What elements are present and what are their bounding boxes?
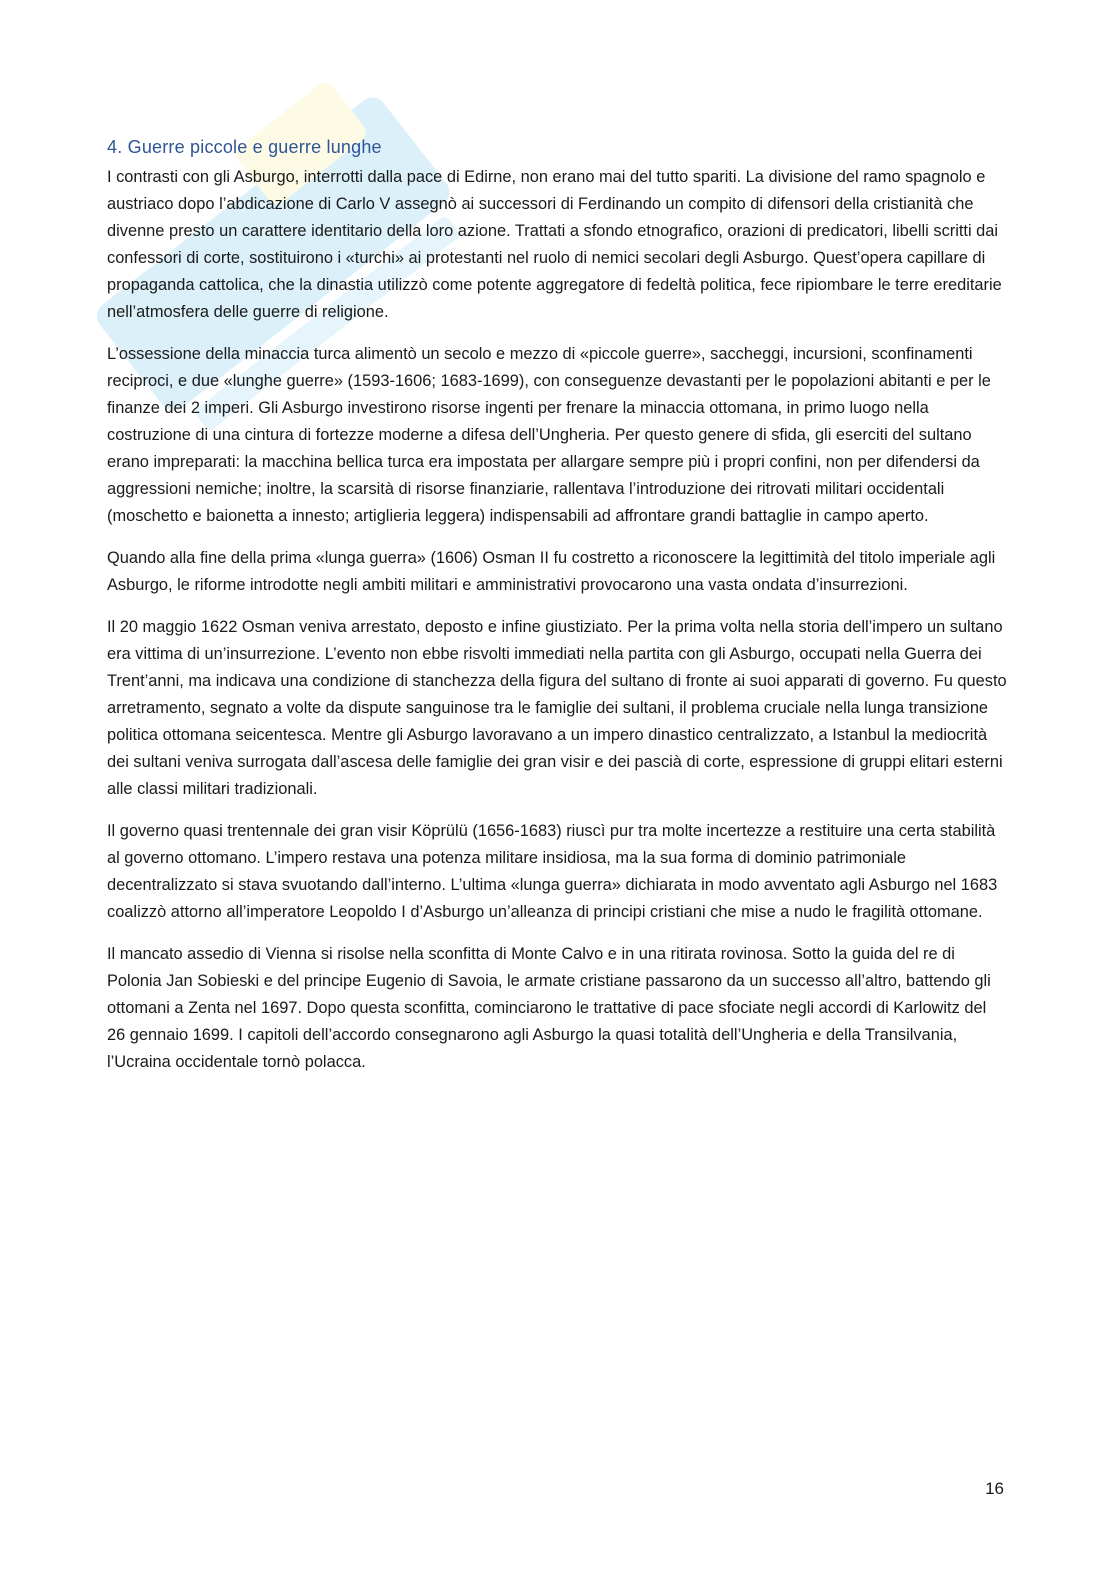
page-content bbox=[107, 136, 1007, 1091]
page-number: 16 bbox=[985, 1479, 1004, 1498]
section-heading: 4. Guerre piccole e guerre lunghe bbox=[107, 137, 382, 157]
paragraph-1: I contrasti con gli Asburgo, interrotti dalla pace di Edirne, non erano mai del tutto spariti. La divisione del ramo spagnolo e austriaco dopo l’abdicazione di Carlo V assegnò ai successori di Ferdinando un compito di difensori della cristianità che divenne presto un carattere identitario della loro azione. Trattati a sfondo etnografico, orazioni di predicatori, libelli scritti dai confessori di corte, sostituirono i «turchi» ai protestanti nel ruolo di nemici secolari degli Asburgo. Quest’opera capillare di propaganda cattolica, che la dinastia utilizzò come potente aggregatore di fedeltà politica, fece ripiombare le terre ereditarie nell’atmosfera delle guerre di religione. bbox=[107, 168, 1002, 321]
paragraph-6: Il mancato assedio di Vienna si risolse nella sconfitta di Monte Calvo e in una ritirata rovinosa. Sotto la guida del re di Polonia Jan Sobieski e del principe Eugenio di Savoia, le armate cristiane passarono da un successo all’altro, battendo gli ottomani a Zenta nel 1697. Dopo questa sconfitta, cominciarono le trattative di pace sfociate negli accordi di Karlowitz del 26 gennaio 1699. I capitoli dell’accordo consegnarono agli Asburgo la quasi totalità dell’Ungheria e della Transilvania, l’Ucraina occidentale tornò polacca. bbox=[107, 945, 991, 1071]
paragraph-3: Quando alla fine della prima «lunga guerra» (1606) Osman II fu costretto a riconoscere la legittimità del titolo imperiale agli Asburgo, le riforme introdotte negli ambiti militari e amministrativi provocarono una vasta ondata d’insurrezioni. bbox=[107, 549, 996, 594]
paragraph-2: L’ossessione della minaccia turca alimentò un secolo e mezzo di «piccole guerre», saccheggi, incursioni, sconfinamenti reciproci, e due «lunghe guerre» (1593-1606; 1683-1699), con conseguenze devastanti per le popolazioni abitanti e per le finanze dei 2 imperi. Gli Asburgo investirono risorse ingenti per frenare la minaccia ottomana, in primo luogo nella costruzione di una cintura di fortezze moderne a difesa dell’Ungheria. Per questo genere di sfida, gli eserciti del sultano erano impreparati: la macchina bellica turca era impostata per allargare sempre più i propri confini, non per difendersi da aggressioni nemiche; inoltre, la scarsità di risorse finanziarie, rallentava l’introduzione dei ritrovati militari occidentali (moschetto e baionetta a innesto; artiglieria leggera) indispensabili ad affrontare grandi battaglie in campo aperto. bbox=[107, 345, 991, 525]
paragraph-5: Il governo quasi trentennale dei gran visir Köprülü (1656-1683) riuscì pur tra molte incertezze a restituire una certa stabilità al governo ottomano. L’impero restava una potenza militare insidiosa, ma la sua forma di dominio patrimoniale decentralizzato si stava svuotando dall’interno. L’ultima «lunga guerra» dichiarata in modo avventato agli Asburgo nel 1683 coalizzò attorno all’imperatore Leopoldo I d’Asburgo un’alleanza di principi cristiani che mise a nudo le fragilità ottomane. bbox=[107, 822, 998, 921]
paragraph-4: Il 20 maggio 1622 Osman veniva arrestato, deposto e infine giustiziato. Per la prima volta nella storia dell’impero un sultano era vittima di un’insurrezione. L’evento non ebbe risvolti immediati nella partita con gli Asburgo, occupati nella Guerra dei Trent’anni, ma indicava una condizione di stanchezza della figura del sultano di fronte ai suoi apparati di governo. Fu questo arretramento, segnato a volte da dispute sanguinose tra le famiglie dei sultani, il problema cruciale nella lunga transizione politica ottomana seicentesca. Mentre gli Asburgo lavoravano a un impero dinastico centralizzato, a Istanbul la mediocrità dei sultani veniva surrogata dall’ascesa delle famiglie dei gran visir e dei pascià di corte, espressione di gruppi elitari esterni alle classi militari tradizionali. bbox=[107, 618, 1007, 798]
